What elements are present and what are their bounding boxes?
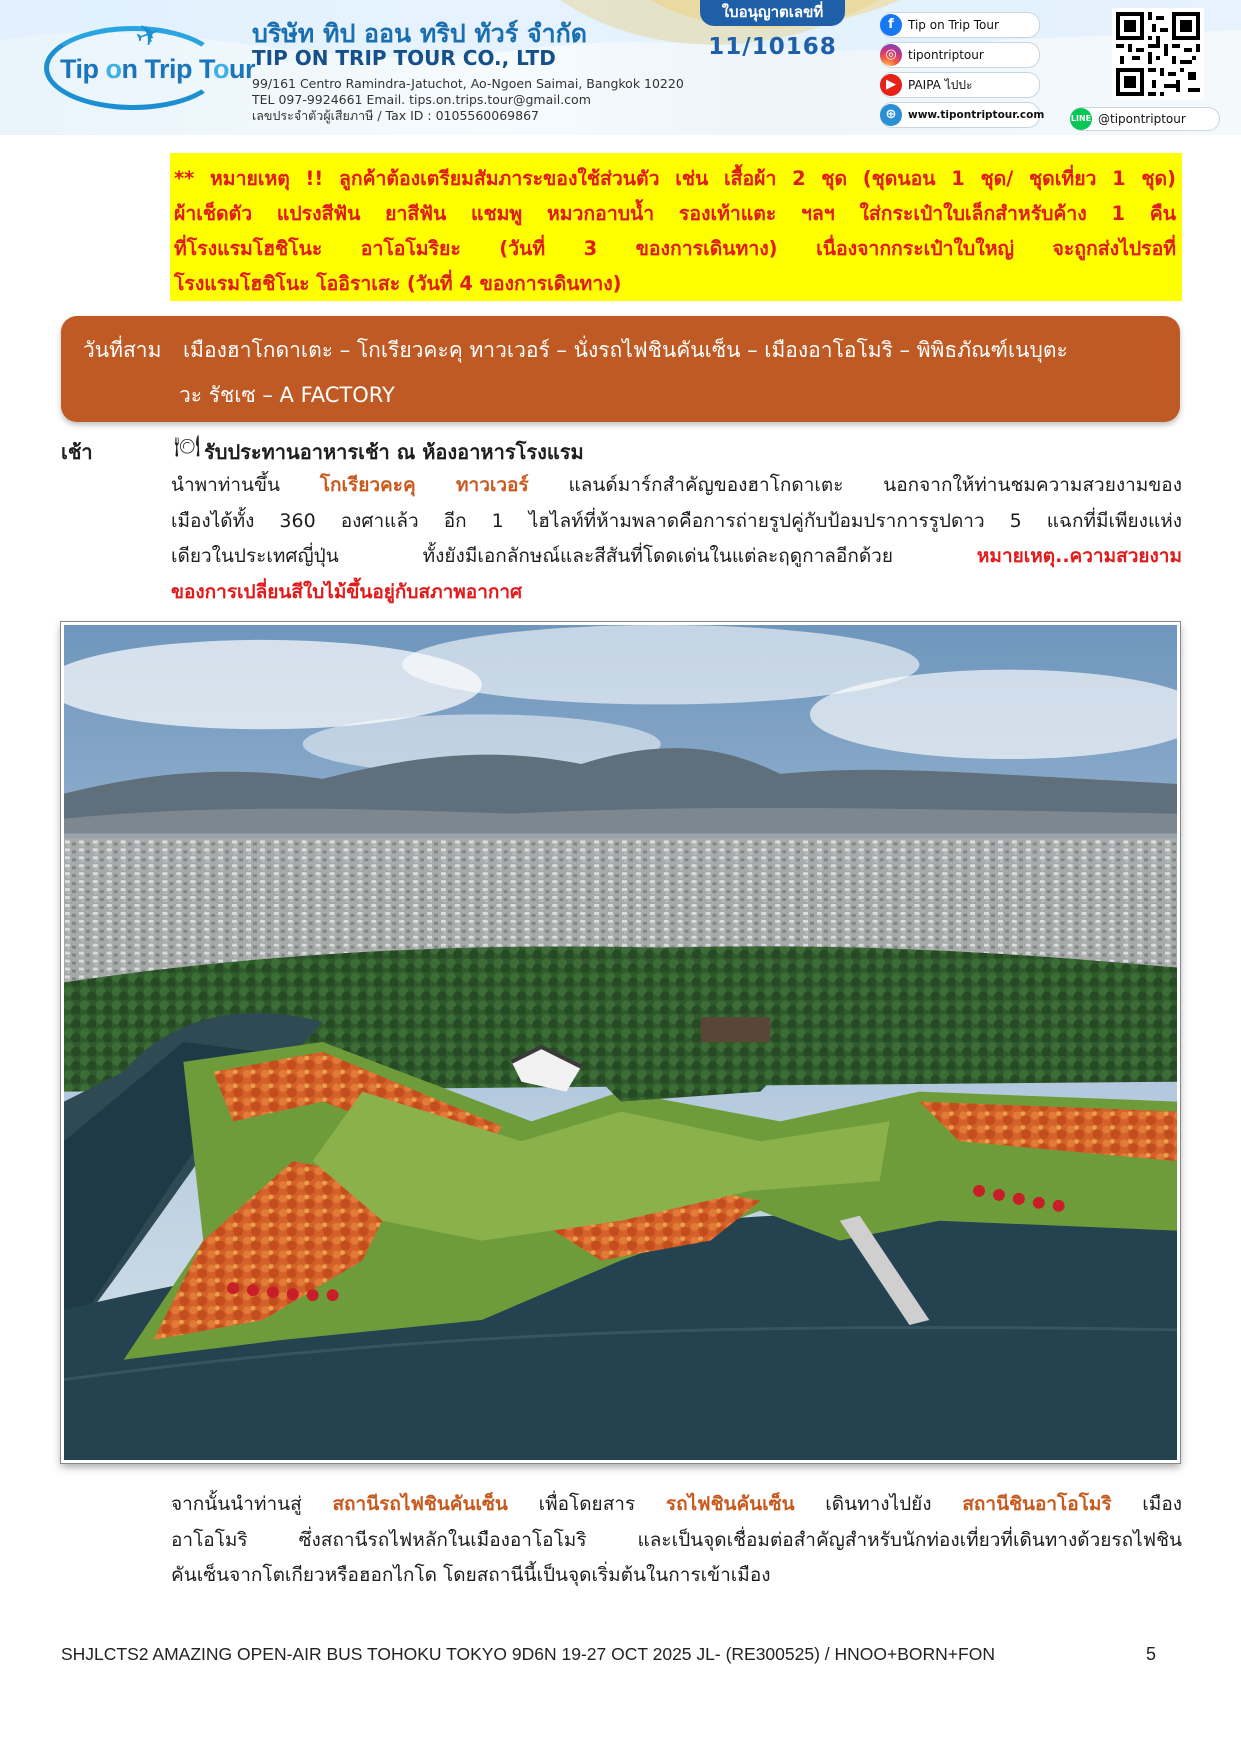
weather-note: หมายเหตุ..ความสวยงาม	[976, 545, 1182, 567]
social-links	[880, 12, 1045, 132]
website-label: www.tipontriptour.com	[908, 109, 1045, 121]
instagram-link[interactable]	[880, 42, 1040, 68]
youtube-icon: ▶	[880, 74, 902, 96]
goryokaku-fort-photo	[61, 622, 1180, 1463]
note-line: ที่โรงแรมโฮชิโนะ อาโอโมริยะ (วันที่ 3 ของการเดินทาง) เนื่องจากกระเป๋าใบใหญ่ จะถูกส่งไปรอที่	[174, 237, 1176, 260]
note-line: ผ้าเช็ดตัว แปรงสีฟัน ยาสีฟัน แชมพู หมวกอาบน้ำ รองเท้าแตะ ฯลฯ ใส่กระเป๋าใบเล็กสำหรับค้าง 1 คืน	[174, 202, 1176, 225]
paragraph-line: อาโอโมริ ซึ่งสถานีรถไฟหลักในเมืองอาโอโมริ และเป็นจุดเชื่อมต่อสำคัญสำหรับนักท่องเที่ยวที่เดินทางด้วยรถไฟชิน	[171, 1528, 1182, 1551]
page-number: 5	[1146, 1644, 1157, 1664]
note-line: ** หมายเหตุ !! ลูกค้าต้องเตรียมสัมภาระของใช้ส่วนตัว เช่น เสื้อผ้า 2 ชุด (ชุดนอน 1 ชุด/ ชุดเที่ยว 1 ชุด)	[174, 167, 1176, 190]
youtube-label: PAIPA ไปปะ	[908, 77, 973, 92]
highlight-shinkansen-station: สถานีรถไฟชินคันเซ็น	[332, 1493, 508, 1515]
company-address	[252, 76, 684, 124]
time-of-day-label: เช้า	[61, 440, 93, 464]
logo-wordmark: Tip on Trip Tour	[60, 54, 256, 84]
license-label: ใบอนุญาตเลขที่	[700, 0, 845, 26]
line-label: @tipontriptour	[1098, 112, 1186, 126]
paragraph-line: คันเซ็นจากโตเกียวหรือฮอกไกโด โดยสถานีนี้เป็นจุดเริ่มต้นในการเข้าเมือง	[171, 1564, 771, 1586]
day-label: วันที่สาม	[83, 338, 162, 362]
paragraph-line: นำพาท่านขึ้น โกเรียวคะคุ ทาวเวอร์ แลนด์มาร์กสำคัญของฮาโกดาเตะ นอกจากให้ท่านชมความสวยงามของ	[171, 474, 1182, 496]
goryokaku-description	[171, 468, 1182, 610]
instagram-label: tipontriptour	[908, 48, 984, 62]
company-logo	[44, 14, 256, 118]
facebook-label: Tip on Trip Tour	[908, 18, 999, 32]
qr-code[interactable]	[1112, 8, 1204, 100]
highlight-goryokaku-tower: โกเรียวคะคุ ทาวเวอร์	[319, 474, 529, 496]
note-line: โรงแรมโฮชิโนะ โออิราเสะ (วันที่ 4 ของการเดินทาง)	[174, 272, 622, 295]
meal-description: รับประทานอาหารเช้า ณ ห้องอาหารโรงแรม	[204, 440, 584, 464]
highlight-shinkansen-train: รถไฟชินคันเซ็น	[665, 1493, 795, 1515]
paragraph-line: เมืองได้ทั้ง 360 องศาแล้ว อีก 1 ไฮไลท์ที่ห้ามพลาดคือการถ่ายรูปคู่กับป้อมปราการรูปดาว 5 แฉกที่มีเพียงแห่ง	[171, 509, 1182, 532]
day-title: เมืองฮาโกดาเตะ – โกเรียวคะคุ ทาวเวอร์ – นั่งรถไฟชินคันเซ็น – เมืองอาโอโมริ – พิพิธภัณฑ์เนบุตะ	[183, 338, 1068, 362]
tax-id-line: เลขประจำตัวผู้เสียภาษี / Tax ID : 0105560069867	[252, 108, 539, 123]
tour-code-footer: SHJLCTS2 AMAZING OPEN-AIR BUS TOHOKU TOKYO 9D6N 19-27 OCT 2025 JL- (RE300525) / HNOO+BORN+FON	[61, 1644, 995, 1664]
facebook-icon: f	[880, 14, 902, 36]
aerial-fort-illustration	[64, 625, 1177, 1460]
weather-note-continued: ของการเปลี่ยนสีใบไม้ขึ้นอยู่กับสภาพอากาศ	[171, 580, 523, 603]
day-banner	[61, 316, 1180, 422]
address-line: 99/161 Centro Ramindra-Jatuchot, Ao-Ngoen Saimai, Bangkok 10220	[252, 76, 684, 91]
globe-icon: ⊕	[880, 104, 902, 126]
day-title-continued: วะ รัชเซ – A FACTORY	[179, 383, 395, 407]
page-header	[0, 0, 1241, 135]
contact-line: TEL 097-9924661 Email. tips.on.trips.tour@gmail.com	[252, 92, 591, 107]
dining-icon: 🍽	[174, 434, 201, 458]
line-link[interactable]	[1070, 107, 1220, 131]
qr-code-graphic	[1116, 12, 1200, 96]
paragraph-line: เดียวในประเทศญี่ปุ่น ทั้งยังมีเอกลักษณ์และสีสันที่โดดเด่นในแต่ละฤดูกาลอีกด้วย หมายเหตุ..ความสวยงาม	[171, 545, 1182, 567]
airplane-icon: ✈	[130, 14, 167, 57]
facebook-link[interactable]	[880, 12, 1040, 38]
luggage-note	[170, 153, 1182, 301]
company-name-english: TIP ON TRIP TOUR CO., LTD	[252, 46, 556, 70]
youtube-link[interactable]	[880, 72, 1040, 98]
company-name-thai: บริษัท ทิป ออน ทริป ทัวร์ จำกัด	[252, 19, 588, 48]
highlight-shin-aomori-station: สถานีชินอาโอโมริ	[962, 1493, 1112, 1515]
line-icon: LINE	[1070, 108, 1092, 130]
paragraph-line: จากนั้นนำท่านสู่ สถานีรถไฟชินคันเซ็น เพื่อโดยสาร รถไฟชินคันเซ็น เดินทางไปยัง สถานีชินอาโอโมริ เมือง	[171, 1493, 1183, 1515]
shinkansen-description	[171, 1487, 1182, 1594]
instagram-icon: ◎	[880, 44, 902, 66]
license-number: 11/10168	[708, 34, 837, 60]
website-link[interactable]	[880, 102, 1045, 128]
